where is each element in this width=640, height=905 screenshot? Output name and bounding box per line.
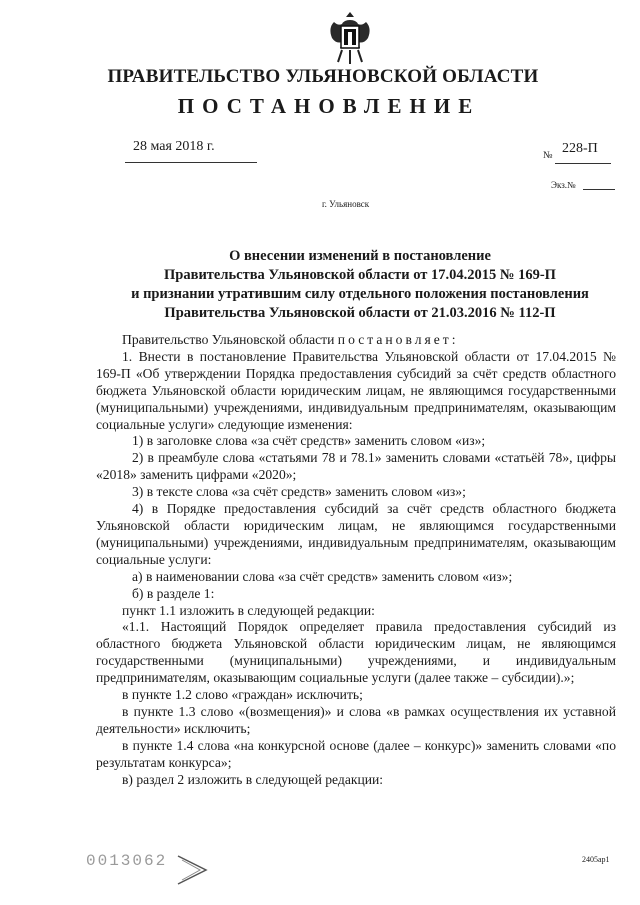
paragraph: в пункте 1.2 слово «граждан» исключить; [122, 687, 363, 703]
number-sign: № [543, 150, 553, 161]
title-line: Правительства Ульяновской области от 21.03.2016 № 112-П [164, 305, 556, 321]
document-number: 228-П [562, 141, 598, 156]
paragraph: в пункте 1.4 слова «на конкурсной основе (далее – конкурс)» заменить словами «по результатам конкурса»; [96, 737, 616, 770]
paragraph: 2) в преамбуле слова «статьями 78 и 78.1» заменить словами «статьёй 78», цифры «2018» заменить цифрами «2020»; [96, 450, 616, 483]
coat-of-arms-icon [328, 10, 372, 66]
paragraph: 3) в тексте слова «за счёт средств» заменить словом «из»; [132, 484, 466, 500]
paragraph: а) в наименовании слова «за счёт средств» заменить словом «из»; [132, 568, 513, 584]
copy-number-label: Экз.№ [551, 180, 576, 190]
intro-paragraph [96, 332, 616, 349]
document-type: ПОСТАНОВЛЕНИЕ [177, 94, 481, 118]
intro-prefix: Правительство Ульяновской области [122, 332, 335, 347]
paragraph: «1.1. Настоящий Порядок определяет правила предоставления субсидий из областного бюджета Ульяновской области юридическим лицам, не являющимся государственными (муниципальными) учреждениями, и индивидуальным предпринимателям, оказывающим социальные услуги (далее также – субсидии).»; [96, 619, 616, 686]
organization-name: ПРАВИТЕЛЬСТВО УЛЬЯНОВСКОЙ ОБЛАСТИ [107, 66, 539, 87]
document-date: 28 мая 2018 г. [133, 139, 215, 154]
paragraph: 1. Внести в постановление Правительства Ульяновской области от 17.04.2015 № 169-П «Об утверждении Порядка предоставления субсидий за счёт средств областного бюджета Ульяновской области юридическим лицам, не являющимся государственными (муниципальными) учреждениями, индивидуальным предпринимателям, оказывающим социальные услуги» следующие изменения: [96, 348, 616, 432]
number-underline [555, 163, 611, 164]
stamp-mark-icon [176, 852, 216, 888]
intro-verb: постановляет: [337, 332, 459, 347]
footer-code: 2405ap1 [582, 855, 610, 864]
copy-number-underline [583, 189, 615, 190]
title-line: Правительства Ульяновской области от 17.04.2015 № 169-П [164, 267, 556, 283]
paragraph: 4) в Порядке предоставления субсидий за счёт средств областного бюджета Ульяновской области юридическим лицам, не являющимся государственными (муниципальными) учреждениями, индивидуальным предпринимателям, оказывающим социальные услуги: [96, 501, 616, 567]
paragraph: в пункте 1.3 слово «(возмещения)» и слова «в рамках осуществления их уставной деятельности» исключить; [96, 703, 616, 736]
paragraph: 1) в заголовке слова «за счёт средств» заменить словом «из»; [132, 433, 486, 449]
paragraph: в) раздел 2 изложить в следующей редакции: [122, 771, 384, 787]
date-underline [125, 162, 257, 163]
title-line: и признании утратившим силу отдельного положения постановления [131, 286, 589, 302]
document-title [110, 247, 610, 323]
city: г. Ульяновск [322, 199, 370, 209]
document-body [96, 332, 616, 788]
title-line: О внесении изменений в постановление [229, 248, 491, 264]
paragraph: пункт 1.1 изложить в следующей редакции: [122, 602, 375, 618]
paragraph: б) в разделе 1: [132, 585, 215, 601]
serial-stamp: 0013062 [86, 852, 168, 870]
